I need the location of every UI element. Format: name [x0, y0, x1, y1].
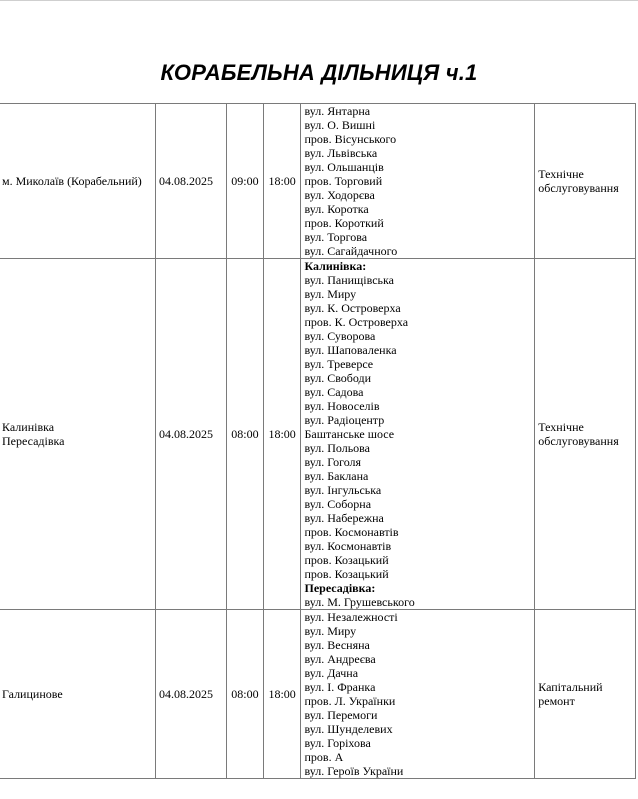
street-item: вул. О. Вишні: [304, 118, 376, 132]
street-item: вул. Янтарна: [304, 104, 371, 118]
street-item: пров. Торговий: [304, 174, 383, 188]
street-item: Баштанське шосе: [304, 427, 395, 441]
street-item: пров. Козацький: [304, 553, 389, 567]
page-title: КОРАБЕЛЬНА ДІЛЬНИЦЯ ч.1: [160, 60, 478, 85]
street-item: вул. Сагайдачного: [304, 244, 398, 258]
street-item: вул. Панищівська: [304, 273, 394, 287]
street-item: вул. Інгульська: [304, 483, 382, 497]
place-line: м. Миколаїв (Корабельний): [2, 174, 142, 188]
work-type-line: ремонт: [538, 694, 575, 708]
street-item: пров. Вісунського: [304, 132, 397, 146]
street-item: пров. А: [304, 750, 344, 764]
street-item: вул. Андреєва: [304, 652, 376, 666]
top-border: [0, 0, 638, 1]
street-item: вул. Радіоцентр: [304, 413, 385, 427]
settlement-label: Калинівка:: [304, 259, 367, 273]
schedule-body: [0, 104, 636, 779]
street-item: вул. Ольшанців: [304, 160, 384, 174]
date-cell: 04.08.2025: [156, 104, 227, 259]
street-item: вул. М. Грушевського: [304, 595, 415, 609]
work-type-line: обслуговування: [538, 181, 619, 195]
street-item: вул. Свободи: [304, 371, 372, 385]
street-item: вул. Шунделевих: [304, 722, 393, 736]
street-item: вул. Коротка: [304, 202, 369, 216]
end-time-cell: 18:00: [263, 610, 301, 779]
place-cell: [0, 610, 156, 779]
street-item: пров. К. Островерха: [304, 315, 409, 329]
streets-cell: [301, 104, 535, 259]
work-type-line: Капітальний: [538, 680, 603, 694]
work-type-cell: [535, 610, 636, 779]
date-cell: 04.08.2025: [156, 610, 227, 779]
work-type-cell: [535, 259, 636, 610]
place-line: Калинівка: [2, 420, 55, 434]
street-item: пров. Короткий: [304, 216, 384, 230]
settlement-label: Пересадівка:: [304, 581, 376, 595]
street-item: вул. Гоголя: [304, 455, 362, 469]
street-item: вул. Перемоги: [304, 708, 378, 722]
street-item: вул. Баклана: [304, 469, 369, 483]
place-cell: [0, 259, 156, 610]
date-cell: 04.08.2025: [156, 259, 227, 610]
end-time-cell: 18:00: [263, 259, 301, 610]
street-item: вул. І. Франка: [304, 680, 376, 694]
street-item: вул. Треверсе: [304, 357, 374, 371]
start-time-cell: 08:00: [227, 610, 264, 779]
start-time-cell: 08:00: [227, 259, 264, 610]
street-item: вул. Ходорєва: [304, 188, 375, 202]
end-time-cell: 18:00: [263, 104, 301, 259]
street-item: вул. Миру: [304, 287, 357, 301]
street-item: вул. Космонавтів: [304, 539, 392, 553]
street-item: вул. Незалежності: [304, 610, 398, 624]
work-type-line: обслуговування: [538, 434, 619, 448]
street-item: вул. К. Островерха: [304, 301, 401, 315]
street-item: вул. Героїв України: [304, 764, 404, 778]
place-line: Галицинове: [2, 687, 63, 701]
place-cell: [0, 104, 156, 259]
street-item: вул. Суворова: [304, 329, 376, 343]
street-item: пров. Козацький: [304, 567, 389, 581]
street-item: вул. Новоселів: [304, 399, 380, 413]
street-item: вул. Горіхова: [304, 736, 371, 750]
table-row: [0, 259, 636, 610]
work-type-line: Технічне: [538, 420, 584, 434]
start-time-cell: 09:00: [227, 104, 264, 259]
street-item: вул. Весняна: [304, 638, 370, 652]
street-item: вул. Садова: [304, 385, 364, 399]
outage-schedule-table: [0, 103, 636, 779]
street-item: вул. Польова: [304, 441, 371, 455]
streets-cell: [301, 610, 535, 779]
street-item: пров. Космонавтів: [304, 525, 399, 539]
table-row: [0, 610, 636, 779]
street-item: вул. Набережна: [304, 511, 384, 525]
street-item: вул. Львівська: [304, 146, 378, 160]
place-line: Пересадівка: [2, 434, 65, 448]
street-item: вул. Дачна: [304, 666, 359, 680]
table-row: [0, 104, 636, 259]
street-item: вул. Миру: [304, 624, 357, 638]
work-type-line: Технічне: [538, 167, 584, 181]
street-item: вул. Торгова: [304, 230, 368, 244]
street-item: вул. Соборна: [304, 497, 372, 511]
street-item: пров. Л. Українки: [304, 694, 396, 708]
street-item: вул. Шаповаленка: [304, 343, 397, 357]
streets-cell: [301, 259, 535, 610]
work-type-cell: [535, 104, 636, 259]
